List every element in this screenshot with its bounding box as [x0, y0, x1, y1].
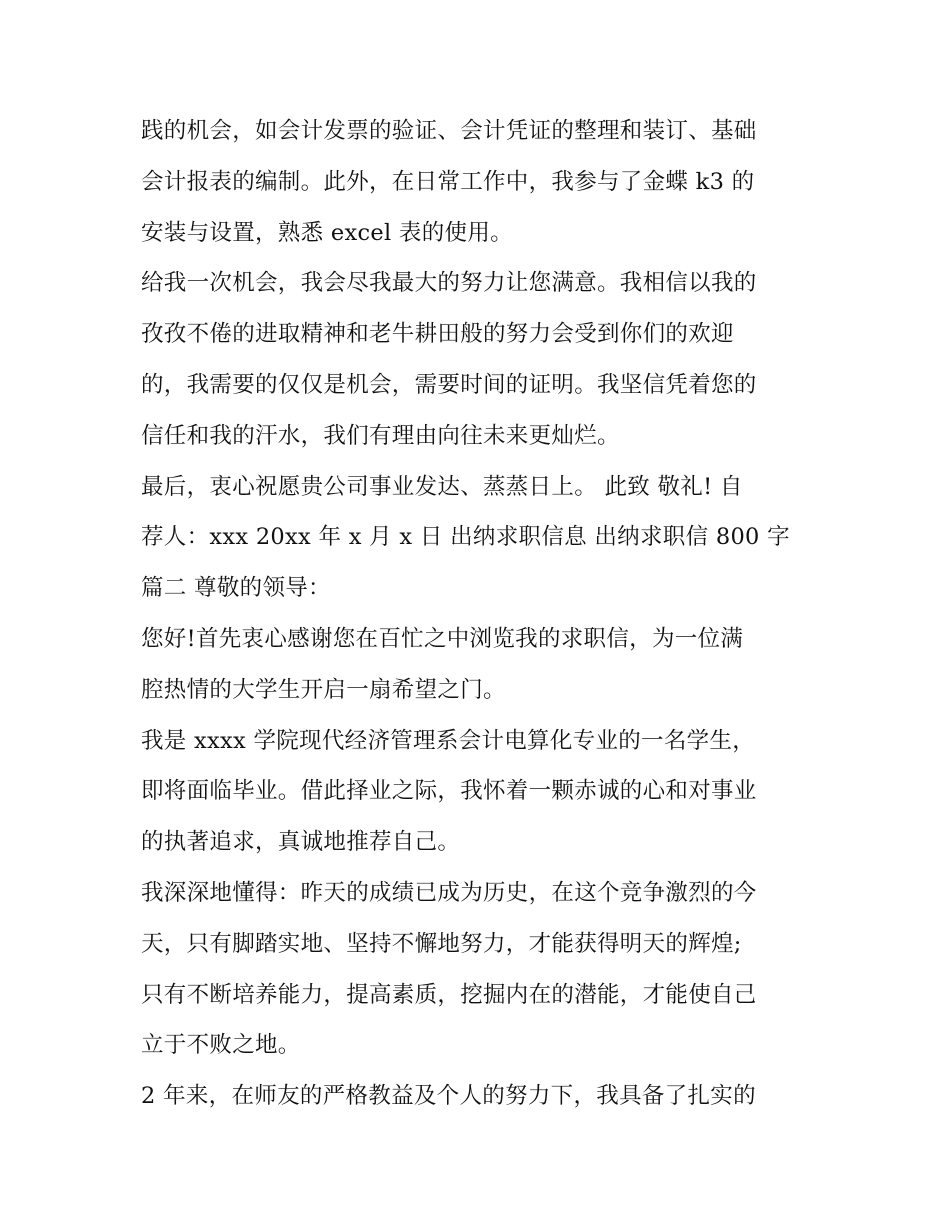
text-line: 安装与设置，熟悉 excel 表的使用。	[141, 219, 513, 246]
text-line: 我是 xxxx 学院现代经济管理系会计电算化专业的一名学生，	[141, 727, 756, 754]
text-line: 即将面临毕业。借此择业之际，我怀着一颗赤诚的心和对事业	[141, 778, 757, 805]
text-line: 最后，衷心祝愿贵公司事业发达、蒸蒸日上。 此致 敬礼! 自	[141, 473, 743, 500]
text-line: 信任和我的汗水，我们有理由向往未来更灿烂。	[141, 422, 620, 449]
text-line: 给我一次机会，我会尽我最大的努力让您满意。我相信以我的	[141, 270, 757, 297]
text-line: 的执著追求，真诚地推荐自己。	[141, 829, 461, 856]
text-line: 的，我需要的仅仅是机会，需要时间的证明。我坚信凭着您的	[141, 371, 757, 398]
text-line: 2 年来，在师友的严格教益及个人的努力下，我具备了扎实的	[141, 1083, 756, 1110]
text-line: 立于不败之地。	[141, 1032, 301, 1059]
document-body	[141, 109, 821, 1125]
text-line: 会计报表的编制。此外，在日常工作中，我参与了金蝶 k3 的	[141, 168, 755, 195]
text-line: 践的机会，如会计发票的验证、会计凭证的整理和装订、基础	[141, 118, 757, 144]
text-line: 只有不断培养能力，提高素质，挖掘内在的潜能，才能使自己	[141, 981, 757, 1008]
text-line: 您好!首先衷心感谢您在百忙之中浏览我的求职信，为一位满	[141, 625, 744, 652]
text-line: 孜孜不倦的进取精神和老牛耕田般的努力会受到你们的欢迎	[141, 321, 734, 348]
text-line: 我深深地懂得：昨天的成绩已成为历史，在这个竞争激烈的今	[141, 879, 757, 906]
text-line: 篇二 尊敬的领导：	[141, 575, 331, 602]
text-line: 荐人：xxx 20xx 年 x 月 x 日 出纳求职信息 出纳求职信 800 字	[141, 524, 790, 551]
text-line: 腔热情的大学生开启一扇希望之门。	[141, 676, 506, 703]
text-line: 天，只有脚踏实地、坚持不懈地努力，才能获得明天的辉煌;	[141, 930, 742, 957]
